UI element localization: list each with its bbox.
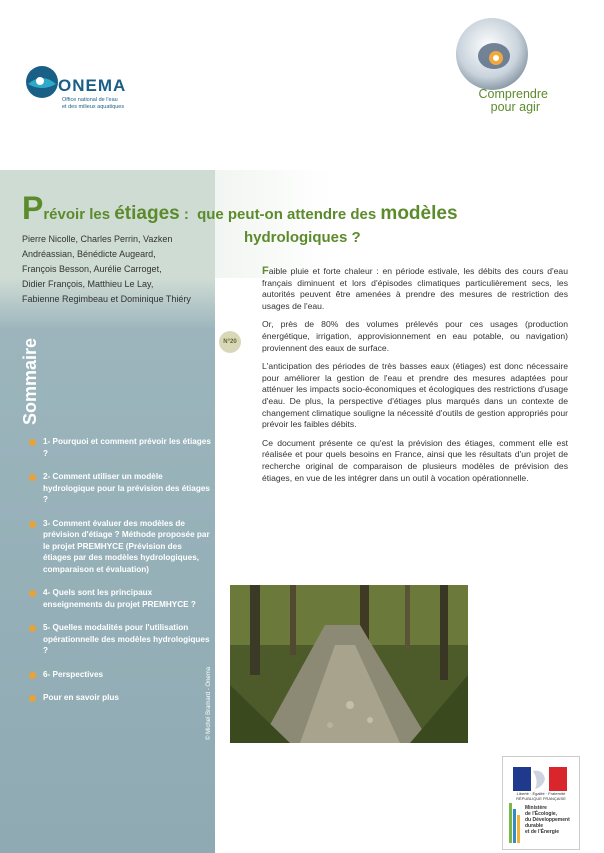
toc-item-label: 3- Comment évaluer des modèles de prévision d'étiage ? Méthode proposée par le projet PREMHYCE (Prévision des étiages par des modèles hydrologiques, comparaison et évaluation)	[43, 518, 210, 574]
title-capital: P	[22, 190, 44, 226]
toc-item[interactable]	[26, 669, 212, 681]
bullet-icon	[29, 590, 36, 597]
ministry-line: de l'Écologie,	[525, 811, 558, 817]
author-line: Andréassian, Bénédicte Augeard,	[22, 249, 156, 259]
motto: Liberté · Égalité · Fraternité	[516, 791, 566, 796]
title-line-2: hydrologiques ?	[244, 229, 361, 246]
dry-riverbed-photo	[230, 585, 468, 743]
paragraph: L'anticipation des périodes de très basses eaux (étiages) est donc nécessaire pour améliorer la gestion de l'eau et prendre des mesures adaptées pour atténuer les impacts socio-économiques et écologiques des restrictions d'usage d'eau. De plus, la perspective d'étiages plus marqués dans un contexte de changement climatique souligne la nécessité d'outils de gestion appropriés pour prévoir les faibles débits.	[262, 361, 568, 430]
author-line: Fabienne Regimbeau et Dominique Thiéry	[22, 294, 191, 304]
onema-drop-icon	[22, 62, 62, 102]
bullet-icon	[29, 695, 36, 702]
onema-logo	[22, 62, 152, 116]
republic-name: RÉPUBLIQUE FRANÇAISE	[516, 796, 566, 801]
page-title	[22, 190, 582, 227]
toc-item-label: 4- Quels sont les principaux enseignements du projet PREMHYCE ?	[43, 588, 196, 609]
toc-item[interactable]	[26, 471, 212, 506]
sommaire-label: Sommaire	[20, 337, 40, 425]
toc-item-label: 6- Perspectives	[43, 669, 104, 679]
bullet-icon	[29, 439, 36, 446]
issue-number-badge: N°20	[219, 331, 241, 353]
title-separator: :	[179, 206, 194, 223]
logo-subtitle	[62, 97, 152, 110]
bullet-icon	[29, 474, 36, 481]
toc-item[interactable]	[26, 518, 212, 576]
toc-item-label: 2- Comment utiliser un modèle hydrologique pour la prévision des étiages ?	[43, 472, 210, 504]
logo-sub-line: et des milieux aquatiques	[62, 103, 125, 110]
tagline	[430, 88, 560, 114]
paragraph	[262, 266, 568, 312]
toc-item-label: 1- Pourquoi et comment prévoir les étiages ?	[43, 437, 211, 458]
ministry-line: Ministère	[525, 805, 547, 811]
author-line: Pierre Nicolle, Charles Perrin, Vazken	[22, 234, 173, 244]
paragraph: Or, près de 80% des volumes prélevés pour ces usages (production énergétique, irrigation, approvisionnement en eau potable, ou navigation) proviennent des eaux de surface.	[262, 319, 568, 353]
table-of-contents	[26, 436, 212, 716]
paragraph-text: aible pluie et forte chaleur : en période estivale, les débits des cours d'eau français diminuent et lors d'épisodes climatiques particulièrement secs, les autorités peuvent être amenées à prendre des mesures de restriction des usages de l'eau.	[262, 266, 568, 311]
photo-credit	[206, 640, 220, 740]
toc-item[interactable]	[26, 692, 212, 704]
toc-item-label: 5- Quelles modalités pour l'utilisation opérationnelle des modèles hydrologiques ?	[43, 623, 210, 655]
author-line: François Besson, Aurélie Carroget,	[22, 264, 162, 274]
photo-credit-text: © Michel Bramard - Onema	[206, 666, 212, 740]
ministry-name	[525, 805, 575, 835]
marianne-flag-icon	[513, 767, 567, 791]
title-keyword: modèles	[380, 203, 458, 224]
ministry-line: durable	[525, 823, 544, 829]
intro-text	[262, 266, 568, 491]
ministry-color-bars-icon	[509, 803, 523, 843]
author-line: Didier François, Matthieu Le Lay,	[22, 279, 154, 289]
title-keyword: étiages	[114, 203, 180, 224]
water-drop-bubble-icon	[452, 14, 532, 94]
paragraph: Ce document présente ce qu'est la prévision des étiages, comment elle est réalisée et pour quels besoins en France, ainsi que les résultats d'un projet de recherche original de comparaison de plusieurs modèles de prévision des étiages, en vue de les intégrer dans un outil à vocation opérationnelle.	[262, 437, 568, 483]
republic-text	[507, 791, 575, 801]
ministry-line: du Développement	[525, 817, 570, 823]
bullet-icon	[29, 625, 36, 632]
tagline-line-1: Comprendre	[478, 87, 548, 101]
authors	[22, 232, 222, 307]
ministry-logo	[502, 756, 580, 850]
toc-item[interactable]	[26, 622, 212, 657]
toc-item[interactable]	[26, 587, 212, 610]
title-question: que peut-on attendre des	[197, 206, 381, 223]
logo-name: ONEMA	[58, 76, 127, 95]
sommaire-heading	[20, 315, 44, 425]
drop-capital: F	[262, 265, 269, 277]
tagline-line-2: pour agir	[490, 100, 540, 114]
logo-sub-line: Office national de l'eau	[62, 97, 118, 103]
bullet-icon	[29, 672, 36, 679]
bullet-icon	[29, 521, 36, 528]
ministry-line: et de l'Énergie	[525, 829, 559, 835]
toc-item-label: Pour en savoir plus	[43, 693, 119, 702]
title-word: révoir les	[43, 206, 115, 223]
toc-item[interactable]	[26, 436, 212, 459]
